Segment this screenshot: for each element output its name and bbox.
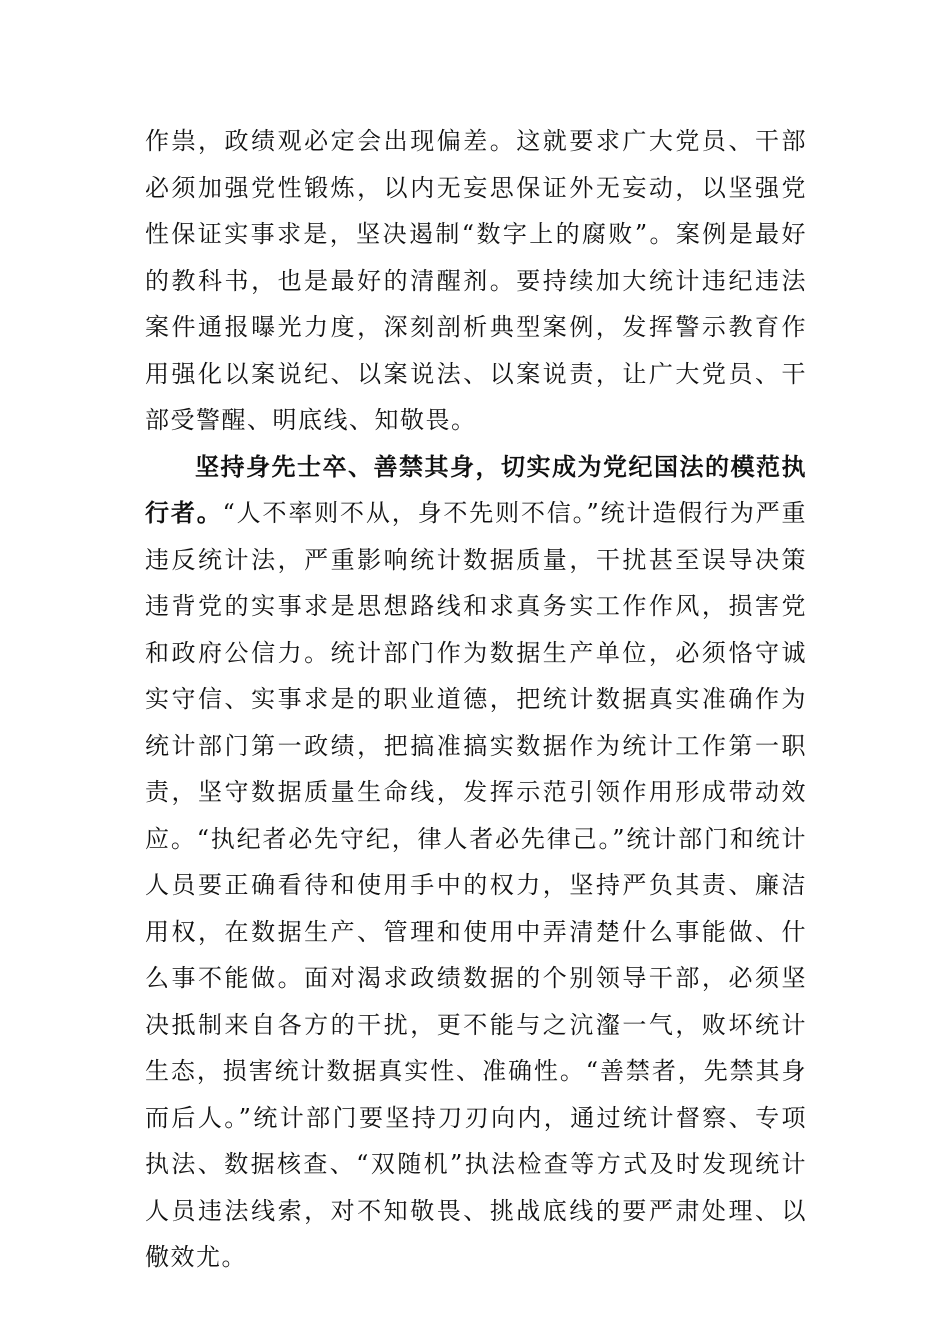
paragraph-continuation bbox=[145, 118, 807, 444]
paragraph-text: “人不率则不从，身不先则不信。”统计造假行为严重违反统计法，严重影响统计数据质量，干扰甚至误导决策违背党的实事求是思想路线和求真务实工作作风，损害党和政府公信力。统计部门作为数据生产单位，必须恪守诚实守信、实事求是的职业道德，把统计数据真实准确作为统计部门第一政绩，把搞准搞实数据作为统计工作第一职责，坚守数据质量生命线，发挥示范引领作用形成带动效应。“执纪者必先守纪，律人者必先律己。”统计部门和统计人员要正确看待和使用手中的权力，坚持严负其责、廉洁用权，在数据生产、管理和使用中弄清楚什么事能做、什么事不能做。面对渴求政绩数据的个别领导干部，必须坚决抵制来自各方的干扰，更不能与之沆瀣一气，败坏统计生态，损害统计数据真实性、准确性。“善禁者，先禁其身而后人。”统计部门要坚持刀刃向内，通过统计督察、专项执法、数据核查、“双随机”执法检查等方式及时发现统计人员违法线索，对不知敬畏、挑战底线的要严肃处理、以儆效尤。 bbox=[145, 499, 808, 1271]
paragraph-text: 作祟，政绩观必定会出现偏差。这就要求广大党员、干部必须加强党性锻炼，以内无妄思保证外无妄动，以坚强党性保证实事求是，坚决遏制“数字上的腐败”。案例是最好的教科书，也是最好的清醒剂。要持续加大统计违纪违法案件通报曝光力度，深刻剖析典型案例，发挥警示教育作用强化以案说纪、以案说法、以案说责，让广大党员、干部受警醒、明底线、知敬畏。 bbox=[145, 127, 807, 434]
paragraph-lead-sentence: 坚持身先士卒、善禁其身，切实成为党纪国法的模范执行者。 bbox=[145, 452, 807, 527]
paragraph-lead-exemplar bbox=[145, 444, 807, 1281]
document-body bbox=[145, 118, 807, 1281]
